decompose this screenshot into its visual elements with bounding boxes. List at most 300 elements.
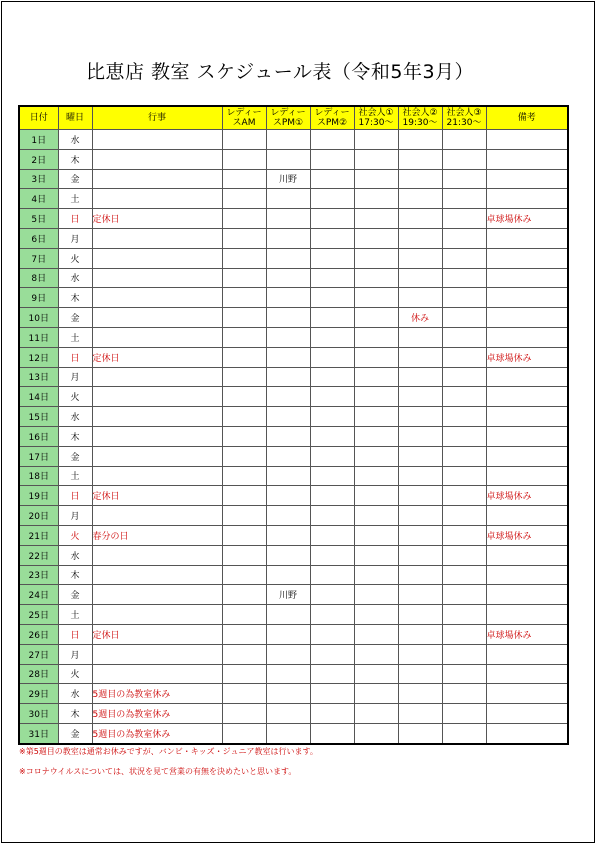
ladies-am-cell [222, 130, 266, 150]
ladies-pm2-cell [310, 466, 354, 486]
event-cell [92, 149, 222, 169]
event-cell [92, 605, 222, 625]
weekday-cell: 水 [58, 130, 92, 150]
working-1-cell [354, 130, 398, 150]
ladies-pm1-cell [266, 189, 310, 209]
ladies-pm1-cell [266, 130, 310, 150]
working-2-cell [398, 644, 442, 664]
schedule-body [19, 130, 568, 744]
working-3-cell [442, 723, 486, 743]
notes-cell [486, 704, 568, 724]
working-2-cell [398, 506, 442, 526]
notes-cell [486, 149, 568, 169]
working-3-cell [442, 506, 486, 526]
ladies-pm1-cell [266, 209, 310, 229]
weekday-cell: 金 [58, 723, 92, 743]
ladies-am-cell [222, 189, 266, 209]
ladies-am-cell [222, 327, 266, 347]
working-2-cell [398, 169, 442, 189]
ladies-pm1-cell [266, 407, 310, 427]
working-1-cell [354, 684, 398, 704]
working-3-cell [442, 704, 486, 724]
ladies-am-cell [222, 644, 266, 664]
working-2-cell [398, 228, 442, 248]
ladies-am-cell [222, 525, 266, 545]
ladies-pm1-cell: 川野 [266, 585, 310, 605]
table-row [19, 189, 568, 209]
ladies-pm2-cell [310, 525, 354, 545]
date-cell: 27日 [19, 644, 58, 664]
working-2-cell [398, 585, 442, 605]
table-row [19, 664, 568, 684]
notes-cell [486, 664, 568, 684]
header-ladies-pm1: レディー スPM① [266, 106, 310, 130]
weekday-cell: 土 [58, 466, 92, 486]
weekday-cell: 木 [58, 704, 92, 724]
weekday-cell: 金 [58, 169, 92, 189]
ladies-am-cell [222, 209, 266, 229]
working-2-cell [398, 367, 442, 387]
working-1-cell [354, 506, 398, 526]
notes-cell [486, 585, 568, 605]
working-1-cell [354, 545, 398, 565]
working-2-cell [398, 268, 442, 288]
ladies-pm1-cell [266, 644, 310, 664]
ladies-pm2-cell [310, 644, 354, 664]
notes-cell [486, 426, 568, 446]
ladies-am-cell [222, 407, 266, 427]
working-2-cell [398, 525, 442, 545]
ladies-pm2-cell [310, 723, 354, 743]
notes-cell [486, 288, 568, 308]
working-3-cell [442, 407, 486, 427]
working-1-cell [354, 268, 398, 288]
ladies-am-cell [222, 664, 266, 684]
working-2-cell [398, 149, 442, 169]
ladies-am-cell [222, 704, 266, 724]
working-3-cell [442, 367, 486, 387]
table-row [19, 387, 568, 407]
table-row [19, 149, 568, 169]
table-row [19, 684, 568, 704]
ladies-pm2-cell [310, 585, 354, 605]
ladies-pm1-cell [266, 664, 310, 684]
weekday-cell: 火 [58, 525, 92, 545]
ladies-am-cell [222, 723, 266, 743]
ladies-pm1-cell [266, 704, 310, 724]
event-cell [92, 545, 222, 565]
ladies-am-cell [222, 308, 266, 328]
working-3-cell [442, 387, 486, 407]
schedule-table [18, 105, 569, 745]
notes-cell: 卓球場休み [486, 486, 568, 506]
notes-cell [486, 327, 568, 347]
date-cell: 7日 [19, 248, 58, 268]
working-2-cell [398, 327, 442, 347]
working-2-cell: 休み [398, 308, 442, 328]
ladies-pm2-cell [310, 486, 354, 506]
working-3-cell [442, 466, 486, 486]
working-1-cell [354, 169, 398, 189]
working-1-cell [354, 664, 398, 684]
date-cell: 21日 [19, 525, 58, 545]
weekday-cell: 金 [58, 585, 92, 605]
footnote-covid: ※コロナウイルスについては、状況を見て営業の有無を決めたいと思います。 [19, 767, 297, 776]
ladies-pm2-cell [310, 387, 354, 407]
working-1-cell [354, 525, 398, 545]
ladies-pm1-cell [266, 565, 310, 585]
working-2-cell [398, 387, 442, 407]
ladies-pm1-cell [266, 308, 310, 328]
ladies-pm1-cell [266, 426, 310, 446]
ladies-am-cell [222, 486, 266, 506]
ladies-pm2-cell [310, 149, 354, 169]
weekday-cell: 月 [58, 644, 92, 664]
working-1-cell [354, 426, 398, 446]
working-3-cell [442, 585, 486, 605]
notes-cell [486, 248, 568, 268]
notes-cell [486, 545, 568, 565]
header-ladies-pm2: レディー スPM② [310, 106, 354, 130]
weekday-cell: 水 [58, 268, 92, 288]
ladies-pm1-cell [266, 327, 310, 347]
weekday-cell: 月 [58, 506, 92, 526]
ladies-pm2-cell [310, 248, 354, 268]
ladies-am-cell [222, 684, 266, 704]
ladies-pm2-cell [310, 624, 354, 644]
ladies-pm1-cell [266, 288, 310, 308]
table-row [19, 545, 568, 565]
event-cell [92, 130, 222, 150]
weekday-cell: 土 [58, 327, 92, 347]
weekday-cell: 木 [58, 288, 92, 308]
event-cell [92, 228, 222, 248]
date-cell: 15日 [19, 407, 58, 427]
event-cell [92, 169, 222, 189]
weekday-cell: 火 [58, 248, 92, 268]
event-cell: 5週目の為教室休み [92, 704, 222, 724]
working-3-cell [442, 664, 486, 684]
weekday-cell: 木 [58, 149, 92, 169]
ladies-am-cell [222, 624, 266, 644]
ladies-pm1-cell: 川野 [266, 169, 310, 189]
notes-cell [486, 605, 568, 625]
notes-cell: 卓球場休み [486, 525, 568, 545]
working-2-cell [398, 347, 442, 367]
weekday-cell: 日 [58, 347, 92, 367]
header-weekday: 曜日 [58, 106, 92, 130]
notes-cell [486, 228, 568, 248]
event-cell: 春分の日 [92, 525, 222, 545]
date-cell: 3日 [19, 169, 58, 189]
weekday-cell: 日 [58, 209, 92, 229]
event-cell [92, 446, 222, 466]
working-3-cell [442, 130, 486, 150]
table-row [19, 585, 568, 605]
working-2-cell [398, 684, 442, 704]
notes-cell: 卓球場休み [486, 624, 568, 644]
ladies-pm2-cell [310, 407, 354, 427]
date-cell: 20日 [19, 506, 58, 526]
notes-cell: 卓球場休み [486, 347, 568, 367]
date-cell: 5日 [19, 209, 58, 229]
weekday-cell: 水 [58, 545, 92, 565]
table-row [19, 446, 568, 466]
ladies-pm1-cell [266, 506, 310, 526]
ladies-pm2-cell [310, 367, 354, 387]
date-cell: 31日 [19, 723, 58, 743]
event-cell [92, 585, 222, 605]
event-cell [92, 565, 222, 585]
ladies-pm1-cell [266, 684, 310, 704]
ladies-pm1-cell [266, 149, 310, 169]
ladies-pm2-cell [310, 605, 354, 625]
header-notes: 備考 [486, 106, 568, 130]
header-event: 行事 [92, 106, 222, 130]
table-row [19, 327, 568, 347]
working-2-cell [398, 407, 442, 427]
working-3-cell [442, 248, 486, 268]
working-2-cell [398, 248, 442, 268]
table-row [19, 288, 568, 308]
working-2-cell [398, 486, 442, 506]
ladies-pm1-cell [266, 605, 310, 625]
date-cell: 25日 [19, 605, 58, 625]
notes-cell [486, 407, 568, 427]
notes-cell [486, 387, 568, 407]
date-cell: 1日 [19, 130, 58, 150]
page-title: 比恵店 教室 スケジュール表（令和5年3月） [85, 61, 475, 83]
notes-cell: 卓球場休み [486, 209, 568, 229]
header-ladies-am: レディー スAM [222, 106, 266, 130]
date-cell: 9日 [19, 288, 58, 308]
event-cell [92, 426, 222, 446]
working-1-cell [354, 367, 398, 387]
working-3-cell [442, 525, 486, 545]
date-cell: 2日 [19, 149, 58, 169]
ladies-pm2-cell [310, 446, 354, 466]
date-cell: 16日 [19, 426, 58, 446]
notes-cell [486, 723, 568, 743]
table-row [19, 565, 568, 585]
notes-cell [486, 446, 568, 466]
table-header-row [19, 106, 568, 130]
working-3-cell [442, 545, 486, 565]
working-1-cell [354, 486, 398, 506]
table-row [19, 644, 568, 664]
working-2-cell [398, 466, 442, 486]
ladies-am-cell [222, 446, 266, 466]
working-2-cell [398, 446, 442, 466]
working-3-cell [442, 209, 486, 229]
event-cell [92, 308, 222, 328]
working-1-cell [354, 466, 398, 486]
date-cell: 13日 [19, 367, 58, 387]
date-cell: 23日 [19, 565, 58, 585]
working-2-cell [398, 288, 442, 308]
working-1-cell [354, 308, 398, 328]
event-cell [92, 644, 222, 664]
table-row [19, 209, 568, 229]
working-2-cell [398, 704, 442, 724]
weekday-cell: 火 [58, 387, 92, 407]
working-1-cell [354, 644, 398, 664]
working-2-cell [398, 565, 442, 585]
working-3-cell [442, 624, 486, 644]
ladies-pm1-cell [266, 545, 310, 565]
working-3-cell [442, 486, 486, 506]
working-3-cell [442, 189, 486, 209]
weekday-cell: 金 [58, 446, 92, 466]
date-cell: 17日 [19, 446, 58, 466]
working-2-cell [398, 189, 442, 209]
event-cell [92, 506, 222, 526]
ladies-pm1-cell [266, 268, 310, 288]
ladies-pm2-cell [310, 169, 354, 189]
working-3-cell [442, 446, 486, 466]
working-3-cell [442, 327, 486, 347]
ladies-am-cell [222, 506, 266, 526]
working-2-cell [398, 426, 442, 446]
working-2-cell [398, 605, 442, 625]
date-cell: 8日 [19, 268, 58, 288]
ladies-am-cell [222, 169, 266, 189]
working-3-cell [442, 644, 486, 664]
notes-cell [486, 189, 568, 209]
ladies-pm2-cell [310, 664, 354, 684]
ladies-pm1-cell [266, 466, 310, 486]
working-1-cell [354, 605, 398, 625]
working-2-cell [398, 723, 442, 743]
notes-cell [486, 506, 568, 526]
date-cell: 22日 [19, 545, 58, 565]
weekday-cell: 木 [58, 426, 92, 446]
ladies-am-cell [222, 228, 266, 248]
table-row [19, 130, 568, 150]
working-2-cell [398, 545, 442, 565]
weekday-cell: 土 [58, 605, 92, 625]
ladies-pm2-cell [310, 506, 354, 526]
ladies-pm2-cell [310, 426, 354, 446]
ladies-pm2-cell [310, 347, 354, 367]
event-cell [92, 466, 222, 486]
ladies-pm2-cell [310, 189, 354, 209]
notes-cell [486, 308, 568, 328]
table-row [19, 308, 568, 328]
working-1-cell [354, 149, 398, 169]
event-cell [92, 189, 222, 209]
notes-cell [486, 565, 568, 585]
ladies-am-cell [222, 268, 266, 288]
event-cell [92, 248, 222, 268]
ladies-pm1-cell [266, 387, 310, 407]
working-1-cell [354, 228, 398, 248]
event-cell: 定休日 [92, 624, 222, 644]
event-cell: 定休日 [92, 347, 222, 367]
working-3-cell [442, 268, 486, 288]
ladies-am-cell [222, 466, 266, 486]
ladies-am-cell [222, 585, 266, 605]
date-cell: 24日 [19, 585, 58, 605]
table-row [19, 605, 568, 625]
working-1-cell [354, 446, 398, 466]
working-1-cell [354, 704, 398, 724]
table-row [19, 525, 568, 545]
notes-cell [486, 466, 568, 486]
ladies-am-cell [222, 367, 266, 387]
ladies-pm1-cell [266, 367, 310, 387]
notes-cell [486, 130, 568, 150]
weekday-cell: 日 [58, 624, 92, 644]
ladies-pm1-cell [266, 486, 310, 506]
weekday-cell: 火 [58, 664, 92, 684]
table-row [19, 466, 568, 486]
event-cell: 5週目の為教室休み [92, 684, 222, 704]
notes-cell [486, 684, 568, 704]
event-cell: 定休日 [92, 209, 222, 229]
table-row [19, 624, 568, 644]
weekday-cell: 木 [58, 565, 92, 585]
table-row [19, 426, 568, 446]
event-cell [92, 387, 222, 407]
date-cell: 30日 [19, 704, 58, 724]
ladies-pm1-cell [266, 347, 310, 367]
working-1-cell [354, 189, 398, 209]
ladies-am-cell [222, 248, 266, 268]
ladies-pm2-cell [310, 209, 354, 229]
date-cell: 11日 [19, 327, 58, 347]
date-cell: 6日 [19, 228, 58, 248]
ladies-pm1-cell [266, 228, 310, 248]
table-row [19, 723, 568, 743]
ladies-pm2-cell [310, 704, 354, 724]
ladies-pm1-cell [266, 248, 310, 268]
header-date: 日付 [19, 106, 58, 130]
table-row [19, 248, 568, 268]
table-row [19, 407, 568, 427]
ladies-am-cell [222, 387, 266, 407]
ladies-pm2-cell [310, 545, 354, 565]
working-1-cell [354, 248, 398, 268]
ladies-pm1-cell [266, 624, 310, 644]
notes-cell [486, 367, 568, 387]
footnote-week5: ※第5週目の教室は通常お休みですが、バンビ・キッズ・ジュニア教室は行います。 [19, 747, 318, 756]
working-3-cell [442, 426, 486, 446]
header-working-1: 社会人① 17:30～ [354, 106, 398, 130]
weekday-cell: 水 [58, 407, 92, 427]
weekday-cell: 月 [58, 228, 92, 248]
table-row [19, 704, 568, 724]
working-1-cell [354, 407, 398, 427]
weekday-cell: 日 [58, 486, 92, 506]
date-cell: 26日 [19, 624, 58, 644]
date-cell: 28日 [19, 664, 58, 684]
notes-cell [486, 268, 568, 288]
table-row [19, 486, 568, 506]
event-cell [92, 664, 222, 684]
table-row [19, 367, 568, 387]
date-cell: 12日 [19, 347, 58, 367]
ladies-am-cell [222, 347, 266, 367]
ladies-am-cell [222, 605, 266, 625]
ladies-pm2-cell [310, 288, 354, 308]
ladies-pm2-cell [310, 684, 354, 704]
ladies-pm2-cell [310, 327, 354, 347]
table-row [19, 347, 568, 367]
event-cell: 5週目の為教室休み [92, 723, 222, 743]
ladies-am-cell [222, 426, 266, 446]
table-row [19, 506, 568, 526]
